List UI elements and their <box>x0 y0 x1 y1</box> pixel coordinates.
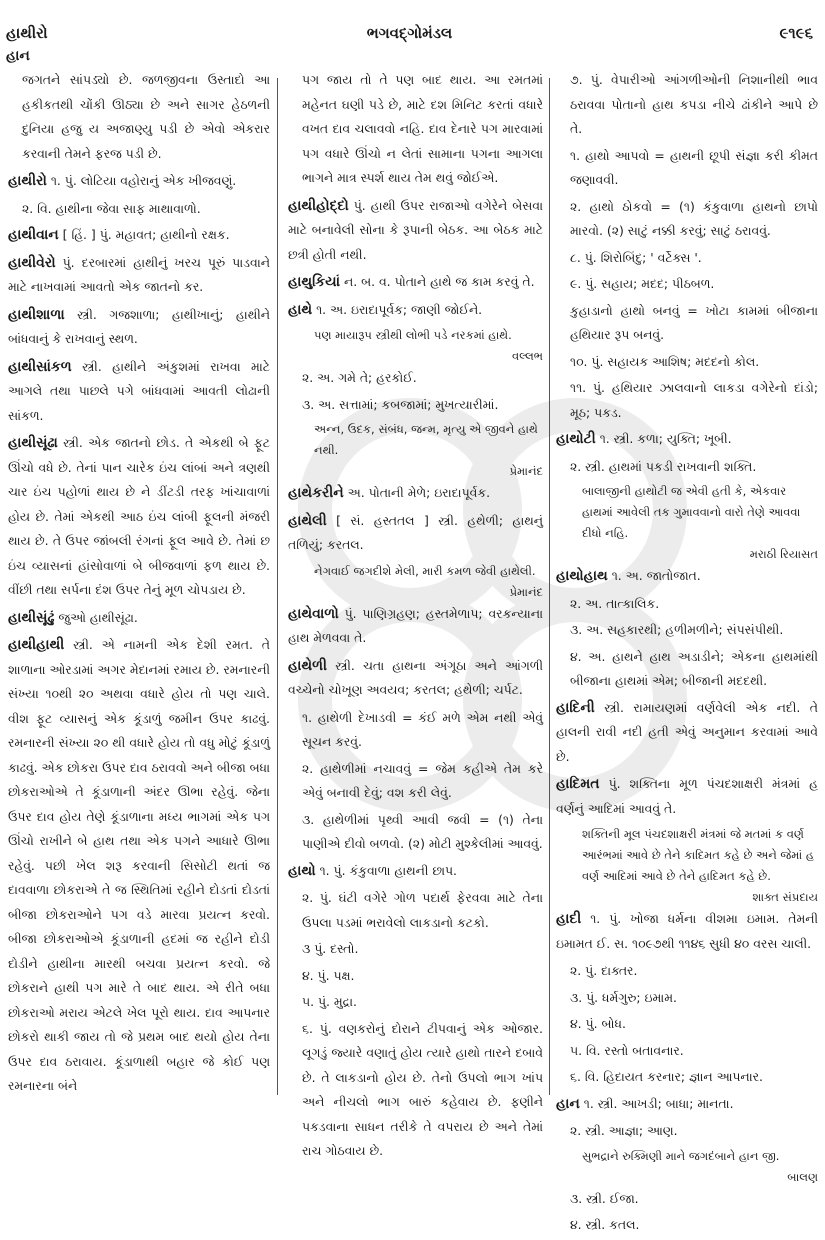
dictionary-entry <box>288 509 543 558</box>
column-3 <box>556 68 818 1240</box>
citation-block <box>288 561 543 602</box>
sense-definition: ૪. સ્ત્રી. કતલ. <box>570 1217 640 1232</box>
dictionary-entry <box>556 696 818 770</box>
running-header <box>6 24 813 46</box>
sense-definition: ૭. પું. વેપારીઓ આંગળીઓની નિશાનીથી ભાવ ઠરાવવા પોતાનો હાથ કપડા નીચે ઢાંકીને આપે છે તે. <box>570 72 818 136</box>
entry-definition: ૧. સ્ત્રી. કળા; યુક્તિ; ખૂબી. <box>599 431 732 446</box>
column-2 <box>288 68 543 1166</box>
sense-definition: ૫. વિ. રસ્તો બતાવનાર. <box>570 1042 684 1058</box>
citation-quote: નેગવાઈ જગદીશે મેલી, મારી કમળ જેવી હાથેલી. <box>314 563 536 578</box>
dictionary-entry <box>8 169 270 194</box>
entry-headword: હાદિમત <box>556 776 600 792</box>
dictionary-entry <box>288 654 543 703</box>
entry-headword: હાદિની <box>556 699 595 716</box>
entry-headword: હાથુકિયાં <box>288 274 341 290</box>
dictionary-entry <box>8 303 270 352</box>
dictionary-entry <box>288 602 543 651</box>
sense-definition: ૨. વિ. હાથીના જેવા સાફ માથાવાળો. <box>22 200 201 216</box>
entry-definition: ૧. પું. ખોજા ધર્મના વીશમા ઇમામ. તેમની ઇમામત ઈ. સ. ૧૦૯૭થી ૧૧૪૬ સુધી ૪૦ વરસ ચાલી. <box>556 911 818 951</box>
citation-block <box>556 824 818 907</box>
page-number: ૯૧૯૬ <box>779 24 813 42</box>
dictionary-entry <box>556 564 818 589</box>
entry-definition: જુઓ હાથીસૂંઢા. <box>58 609 138 625</box>
citation-quote: અન્ન, ઉદક, સંબંધ, જન્મ, મૃત્યુ એ જીવને હાથે નથી. <box>314 422 538 457</box>
entry-definition: પું. દરબારમાં હાથીનું ખરચ પૂરું પાડવાને માટે નાખવામાં આવતો એક જાતનો કર. <box>8 254 270 294</box>
sense-definition: ૨. અ. ગમે તે; હરકોઈ. <box>302 370 417 385</box>
sense-definition: ૨. સ્ત્રી. હાથમાં પકડી રાખવાની શક્તિ. <box>570 458 757 474</box>
guide-word-last: હાન <box>6 48 30 64</box>
entry-definition: સ્ત્રી. ગજશાળા; હાથીખાનું; હાથીને બાંધવાનું કે રાખવાનું સ્થળ. <box>8 306 270 346</box>
citation-source: બાલણ <box>787 1169 818 1184</box>
citation-quote: શક્તિની મૂલ પંચદશાક્ષરી મંત્રમાં જે મતમાં ક વર્ણ આરંભમાં આવે છે તેને કાદિમત કહે છે અને જેમાં હ વર્ણ આદિમાં આવે છે તેને હાદિમત કહે છે. <box>582 827 815 883</box>
entry-definition: સ્ત્રી. એ નામની એક દેશી રમત. તે શાળાના ઓરડામાં અગર મેદાનમાં રમાય છે. રમનારની સંખ્યા ૧૦થી ૨૦ અથવા વધારે હોય તો પણ ચાલે. વીશ ફૂટ વ્યાસનું એક કૂંડાળું જમીન ઉપર કાઢવું. રમનારની સંખ્યા ૨૦ થી વધારે હોય તો વધુ મોટું કૂંડાળું કાઢવું. એક છોકરા ઉપર દાવ ઠરાવવો અને બીજા બધા છોકરાઓએ તે કૂંડાળાની અંદર ઊભા રહેવું. જેના ઉપર દાવ હોય તેણે કૂંડાળાના મધ્ય ભાગમાં એક પગ ઊંચો રાખીને બે હાથ તથા એક પગને આધારે ઊભા રહેવું. પછી ખેલ શરૂ કરવાની સિસોટી થતાં જ દાવવાળા છોકરાએ તે જ સ્થિતિમાં રહીને દોડતાં દોડતાં બીજા છોકરાઓને પગ વડે મારવા પ્રયત્ન કરવો. બીજા છોકરાઓએ કૂંડાળાની હદમાં જ રહીને દોડી દોડીને હાથીના મારથી બચવા પ્રયત્ન કરવો. જે છોકરાને હાથી પગ મારે તે બાદ થાય. એ રીતે બધા છોકરાઓ મરાય એટલે ખેલ પૂરો થાય. દાવ આપનાર છોકરો થાકી જાય તો જે પ્રથમ બાદ થયો હોય તેના ઉપર દાવ ઠરાવાય. કૂંડાળાથી બહાર જે કોઈ પણ રમનારના બંને <box>8 637 271 1093</box>
dictionary-entry <box>8 251 270 300</box>
dictionary-entry <box>8 633 270 1099</box>
sense-definition: ૩ પું. દસ્તો. <box>302 941 359 956</box>
entry-headword: હાથોહાથ <box>556 568 608 584</box>
guide-word-left: હાથીરો <box>6 24 48 42</box>
sense-definition: ૧૧. પું. હથિયાર ઝાલવાનો લાકડા વગેરેનો દાંડો; મૂઠ; પકડ. <box>570 380 818 420</box>
dictionary-entry <box>8 431 270 603</box>
entry-definition: સ્ત્રી. એક જાતનો છોડ. તે એકથી બે ફૂટ ઊંચો વધે છે. તેનાં પાન ચારેક ઇંચ લાંબાં અને ત્રણથી ચાર ઇંચ પહોળાં થાય છે ને ડીંટડી તરફ ખાંચાવાળાં હોય છે. તેમાં એકથી આઠ ઇંચ લાંબી ફૂલની મંજરી થાય છે. તે ઉપર જાંબલી રંગનાં ફૂલ આવે છે. તેમાં છ ઇંચ વ્યાસનાં હાંસોવાળાં બે બીજવાળાં ફળ થાય છે. વીંછી તથા સર્પના દંશ ઉપર તેનું મૂળ ચોપડાય છે. <box>8 435 270 597</box>
entry-headword: હાથે <box>288 301 313 318</box>
dictionary-entry <box>556 1092 818 1117</box>
sense-definition: કુહાડાનો હાથો બનવું = ખોટા કામમાં બીજાના હથિયાર રૂપ બનવું. <box>570 302 818 342</box>
column-divider <box>277 78 278 1095</box>
dictionary-entry <box>556 907 818 956</box>
column-divider <box>549 78 550 1095</box>
entry-definition: પું. શક્તિના મૂળ પંચદશાક્ષરી મંત્રમાં હ વર્ણનું આદિમાં આવવું તે. <box>556 776 818 816</box>
sense-definition: ૩. પું. ધર્મગુરુ; ઇમામ. <box>570 989 677 1005</box>
sense-definition: ૨. હાથેળીમાં નચાવવું = જેમ કહીએ તેમ કરે એવું બનાવી દેવું; વશ કરી લેવું. <box>302 760 543 800</box>
sense-definition: ૨. પું. ઘંટી વગેરે ગોળ પદાર્થ ફેરવવા માટે તેના ઉપલા પડમાં ભરાવેલો લાકડાનો કટકો. <box>302 890 543 930</box>
sense-definition: ૩. અ. સત્તામાં; કબજામાં; મુખત્યારીમાં. <box>302 396 499 412</box>
sense-definition: ૨. હાથો ઠોકવો = (૧) કંકુવાળા હાથનો છાપો મારવો. (૨) સાટું નક્કી કરવું; સાટું ઠરાવવું. <box>570 198 818 238</box>
citation-source: શાક્ત સંપ્રદાય <box>752 890 818 904</box>
citation-quote: બાલાજીની હાથોટી જ એવી હતી કે, એકવાર હાથમાં આવેલી તક ગુમાવવાનો વારો તેણે આવવા દીધો નહિ. <box>582 484 801 540</box>
entry-headword: હાથેલી <box>288 512 327 529</box>
sense-definition: ૩. હાથેળીમાં પૃથ્વી આવી જવી = (૧) તેના પાણીએ દીવો બળવો. (૨) મોટી મુશ્કેલીમાં આવવું. <box>302 811 543 851</box>
dictionary-entry <box>288 481 543 506</box>
citation-quote: પણ માયારૂપ સ્ત્રીથી લોભી પડે નરકમાં હાથે. <box>314 328 512 342</box>
column-1 <box>8 68 270 1102</box>
sense-definition: ૯. પું. સહાય; મદદ; પીઠબળ. <box>570 276 715 291</box>
entry-definition: ૧. સ્ત્રી. આખડી; બાધા; માનતા. <box>583 1095 734 1111</box>
entry-definition: પું. પાણિગ્રહણ; હસ્તમેળાપ; વરકન્યાના હાથ મેળવવા તે. <box>288 605 543 645</box>
entry-headword: હાદી <box>556 911 582 927</box>
citation-source: વલ્લભ <box>511 349 543 363</box>
dictionary-entry <box>556 427 818 452</box>
entry-headword: હાથીસૂંઢા <box>8 435 58 451</box>
entry-definition: ૧. પું. કંકુવાળા હાથની છાપ. <box>319 862 457 878</box>
sense-definition: ૪. અ. હાથને હાથ અડાડીને; એકના હાથમાંથી બીજાના હાથમાં એમ; બીજાની મદદથી. <box>570 648 818 688</box>
entry-definition: સ્ત્રી. રામાયણમાં વર્ણવેલી એક નદી. તે હાલની રાવી નદી હતી એવું અનુમાન કરવામાં આવે છે. <box>556 699 818 764</box>
dictionary-entry <box>8 606 270 631</box>
entry-headword: હાથેવાળો <box>288 605 339 622</box>
citation-block <box>556 481 818 564</box>
entry-definition: ૧. પું. લોટિયા વહોરાનું એક ખીજવણું. <box>50 173 237 188</box>
entry-definition: ૧. અ. ઇરાદાપૂર્વક; જાણી જોઈને. <box>316 301 483 317</box>
citation-block <box>288 419 543 481</box>
book-title: ભગવદ્ગોમંડલ <box>366 24 453 42</box>
entry-definition: [ હિં. ] પું. મહાવત; હાથીનો રક્ષક. <box>62 227 230 242</box>
entry-definition: [ સં. હસ્તતલ ] સ્ત્રી. હથેળી; હાથનું તળિયું; કરતલ. <box>288 512 543 552</box>
entry-headword: હાથીશાળા <box>8 306 65 323</box>
dictionary-entry <box>288 298 543 323</box>
sense-definition: ૮. પું. શિરોબિંદુ; ' વર્ટેક્સ '. <box>570 249 702 265</box>
sense-definition: ૪. પું. બોધ. <box>570 1016 626 1031</box>
dictionary-entry <box>556 772 818 821</box>
entry-headword: હાથીવાન <box>8 227 59 243</box>
entry-headword: હાથીસાંકળ <box>8 358 72 375</box>
entry-headword: હાથીવેરો <box>8 254 56 271</box>
sense-definition: ૬. પું. વણકરોનું દોરાને ટીપવાનું એક ઓજાર. લૂગડું જ્યારે વણાતું હોય ત્યારે હાથો તારને દબાવે છે. તે લાકડાનો હોય છે. તેનો ઉપલો ભાગ ખાંપ અને નીચલો ભાગ બારું કહેવાય છે. ફણીને પકડવાના સાધન તરીકે તે વપરાય છે અને તેમાં રાચ ગોઠવાય છે. <box>302 1020 543 1158</box>
entry-definition: પું. હાથી ઉપર રાજાઓ વગેરેને બેસવા માટે બનાવેલી સોના કે રૂપાની બેઠક. આ બેઠક માટે છત્રી હોતી નથી. <box>288 197 543 262</box>
entry-headword: હાથીહાથી <box>8 637 65 653</box>
continued-text: પગ જાય તો તે પણ બાદ થાય. આ રમતમાં મહેનત ઘણી પડે છે, માટે દશ મિનિટ કરતાં વધારે વખત દાવ ચલાવવો નહિ. દાવ દેનારે પગ મારવામાં પગ વધારે ઊંચો ન લેતાં સામાના પગના આગલા ભાગને માત્ર સ્પર્શ થાય તેમ થવું જોઈએ. <box>302 72 543 185</box>
sense-definition: ૨. સ્ત્રી. આજ્ઞા; આણ. <box>570 1123 678 1138</box>
entry-headword: હાથીરો <box>8 173 47 189</box>
entry-definition: અ. પોતાની મેળે; ઇરાદાપૂર્વક. <box>347 485 491 500</box>
sense-definition: ૨. અ. તાત્કાલિક. <box>570 595 660 611</box>
sense-definition: ૩. સ્ત્રી. ઈજા. <box>570 1190 639 1206</box>
entry-headword: હાથોટી <box>556 431 596 447</box>
entry-headword: હાથીસૂંઢું <box>8 609 55 626</box>
dictionary-entry <box>8 223 270 248</box>
citation-source: પ્રેમાનંદ <box>509 464 543 478</box>
sense-definition: ૬. વિ. હિદાયત કરનાર; જ્ઞાન આપનાર. <box>570 1069 763 1084</box>
entry-definition: ૧. અ. જાતોજાત. <box>611 568 701 583</box>
entry-headword: હાથો <box>288 862 316 879</box>
dictionary-entry <box>288 270 543 295</box>
entry-definition: સ્ત્રી. હાથીને અંકુશમાં રાખવા માટે આગલે તથા પાછલે પગે બાંધવામાં આવતી લોઢાની સાંકળ. <box>8 358 270 423</box>
entry-headword: હાથેળી <box>288 657 328 674</box>
dictionary-entry <box>288 194 543 268</box>
citation-source: પ્રેમાનંદ <box>509 584 543 599</box>
entry-definition: ન. બ. વ. પોતાને હાથે જ કામ કરવું તે. <box>344 274 535 289</box>
citation-source: મરાઠી રિયાસત <box>749 547 818 561</box>
citation-block <box>288 325 543 366</box>
entry-definition: સ્ત્રી. ચતા હાથના અંગૂઠા અને આંગળી વચ્ચેનો ચોખૂણ અવયવ; કરતલ; હથેળી; ચર્પટ. <box>288 657 543 697</box>
entry-headword: હાથીહોદ્દો <box>288 197 349 214</box>
sense-definition: ૩. અ. સહકારથી; હળીમળીને; સંપસંપીથી. <box>570 622 784 637</box>
continued-text: જગતને સાંપડ્યો છે. જળજીવના ઉસ્તાદો આ હકીકતથી ચોંકી ઊઠ્યા છે અને સાગર હેઠળની દુનિયા હજુ ય અજાણ્યુ પડી છે એવો એકરાર કરવાની તેમને ફરજ પડી છે. <box>22 72 270 161</box>
entry-headword: હાન <box>556 1095 580 1112</box>
sense-definition: ૧. હાથો આપવો = હાથની છૂપી સંજ્ઞા કરી કીમત જણાવવી. <box>570 147 818 187</box>
citation-quote: સુભદ્રાને રુક્મિણી માને જગદંબાને હાન જી. <box>582 1148 780 1163</box>
sense-definition: ૧૦. પું. સહાયક આશિષ; મદદનો કોલ. <box>570 353 760 369</box>
sense-definition: ૨. પું. દાક્તર. <box>570 963 638 978</box>
sense-definition: ૪. પું. પક્ષ. <box>302 967 355 983</box>
dictionary-entry <box>288 859 543 884</box>
citation-block <box>556 1146 818 1187</box>
sense-definition: ૧. હાથેળી દેખાડવી = કંઈ મળે એમ નથી એવું સૂચન કરવું. <box>302 709 543 749</box>
entry-headword: હાથેકરીને <box>288 485 344 501</box>
dictionary-entry <box>8 355 270 429</box>
sense-definition: ૫. પું. મુદ્રા. <box>302 994 357 1009</box>
